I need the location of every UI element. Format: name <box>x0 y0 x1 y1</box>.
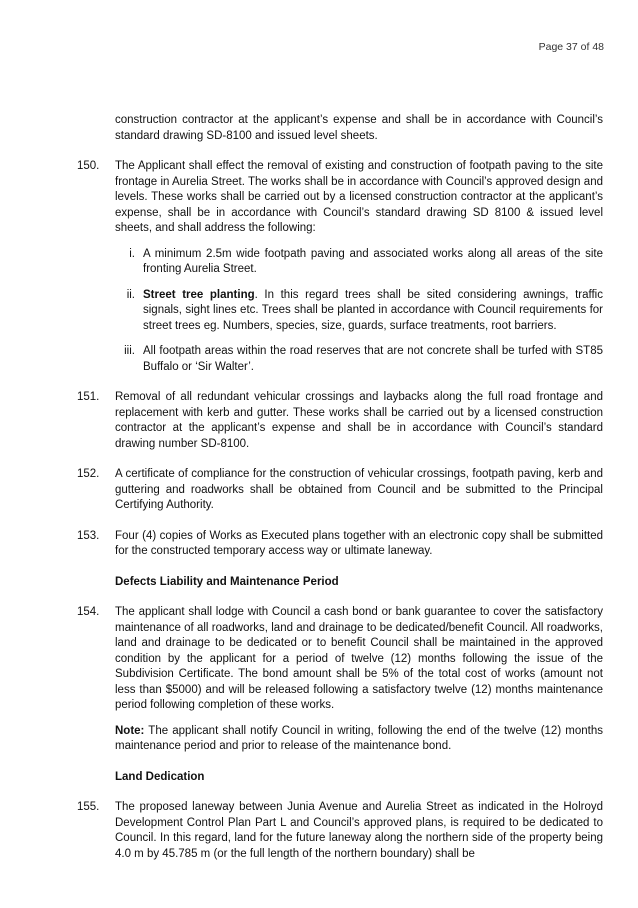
item-number: i. <box>129 247 135 260</box>
condition-text: The proposed laneway between Junia Avenue and Aurelia Street as indicated in the Holroyd Development Control Plan Part L and Council’s approved plans, is required to be dedicated to Council. In this regard, land for the future laneway along the northern side of the property being 4.0 m by 45.785 m (or the full length of the northern boundary) shall be <box>115 801 603 860</box>
condition-number: 153. <box>77 529 100 542</box>
condition-number: 154. <box>77 606 100 618</box>
condition-text: Removal of all redundant vehicular crossings and laybacks along the full road frontage and replacement with kerb and gutter. These works shall be carried out by a licensed construction contractor at the applicant’s expense and shall be in accordance with Council’s standard drawing number SD-8100. <box>115 391 603 450</box>
condition-number: 151. <box>77 391 100 403</box>
condition-number: 150. <box>77 160 100 172</box>
note-label: Note: <box>115 724 145 737</box>
condition-150-item-i <box>77 247 603 278</box>
condition-153 <box>77 529 603 560</box>
continuation-text: construction contractor at the applicant’s expense and shall be in accordance with Council’s standard drawing SD-8100 and issued level sheets. <box>115 114 603 142</box>
document-body <box>77 113 603 862</box>
item-number: iii. <box>124 345 135 357</box>
condition-154 <box>77 605 603 714</box>
condition-150 <box>77 159 603 237</box>
condition-text: The applicant shall lodge with Council a cash bond or bank guarantee to cover the satisfactory maintenance of all roadworks, land and drainage to be dedicated/benefit Council. All roadworks, land and drainage to be dedicated or to benefit Council shall be maintained in the approved condition by the applicant for a period of twelve (12) months following the issue of the Subdivision Certificate. The bond amount shall be 5% of the total cost of works (amount not less than $5000) and will be released following a satisfactory twelve (12) months maintenance period following completion of these works. <box>115 606 603 711</box>
condition-text: A certificate of compliance for the construction of vehicular crossings, footpath paving, kerb and guttering and roadworks shall be obtained from Council and be submitted to the Principal Certifying Authority. <box>115 468 603 511</box>
item-number: ii. <box>126 288 135 301</box>
section-heading-defects: Defects Liability and Maintenance Period <box>115 575 339 588</box>
note-text: The applicant shall notify Council in writing, following the end of the twelve (12) months maintenance period and prior to release of the maintenance bond. <box>115 724 603 752</box>
item-text: . In this regard trees shall be sited considering awnings, traffic signals, sight lines etc. Trees shall be planted in accordance with Council requirements for street trees eg. Numbers, species, size, guards, surface treatments, root barriers. <box>143 288 603 332</box>
condition-150-item-iii <box>77 344 603 375</box>
condition-155 <box>77 800 603 862</box>
condition-number: 155. <box>77 801 100 813</box>
item-text: A minimum 2.5m wide footpath paving and associated works along all areas of the site fronting Aurelia Street. <box>143 247 603 275</box>
item-bold-label: Street tree planting <box>143 288 255 301</box>
condition-152 <box>77 467 603 514</box>
condition-text: The Applicant shall effect the removal of existing and construction of footpath paving to the site frontage in Aurelia Street. The works shall be in accordance with Council’s approved design and levels. These works shall be carried out by a licensed construction contractor at the applicant’s expense, shall be in accordance with Council’s standard drawing SD 8100 & issued level sheets, and shall address the following: <box>115 160 603 234</box>
note-paragraph <box>77 724 603 755</box>
condition-text: Four (4) copies of Works as Executed plans together with an electronic copy shall be submitted for the constructed temporary access way or ultimate laneway. <box>115 529 603 557</box>
page-number: Page 37 of 48 <box>538 41 604 53</box>
condition-number: 152. <box>77 468 100 480</box>
condition-151 <box>77 390 603 452</box>
condition-150-item-ii <box>77 288 603 335</box>
item-text: All footpath areas within the road reserves that are not concrete shall be turfed with ST85 Buffalo or ‘Sir Walter’. <box>143 345 603 373</box>
section-heading-land: Land Dedication <box>115 770 205 783</box>
